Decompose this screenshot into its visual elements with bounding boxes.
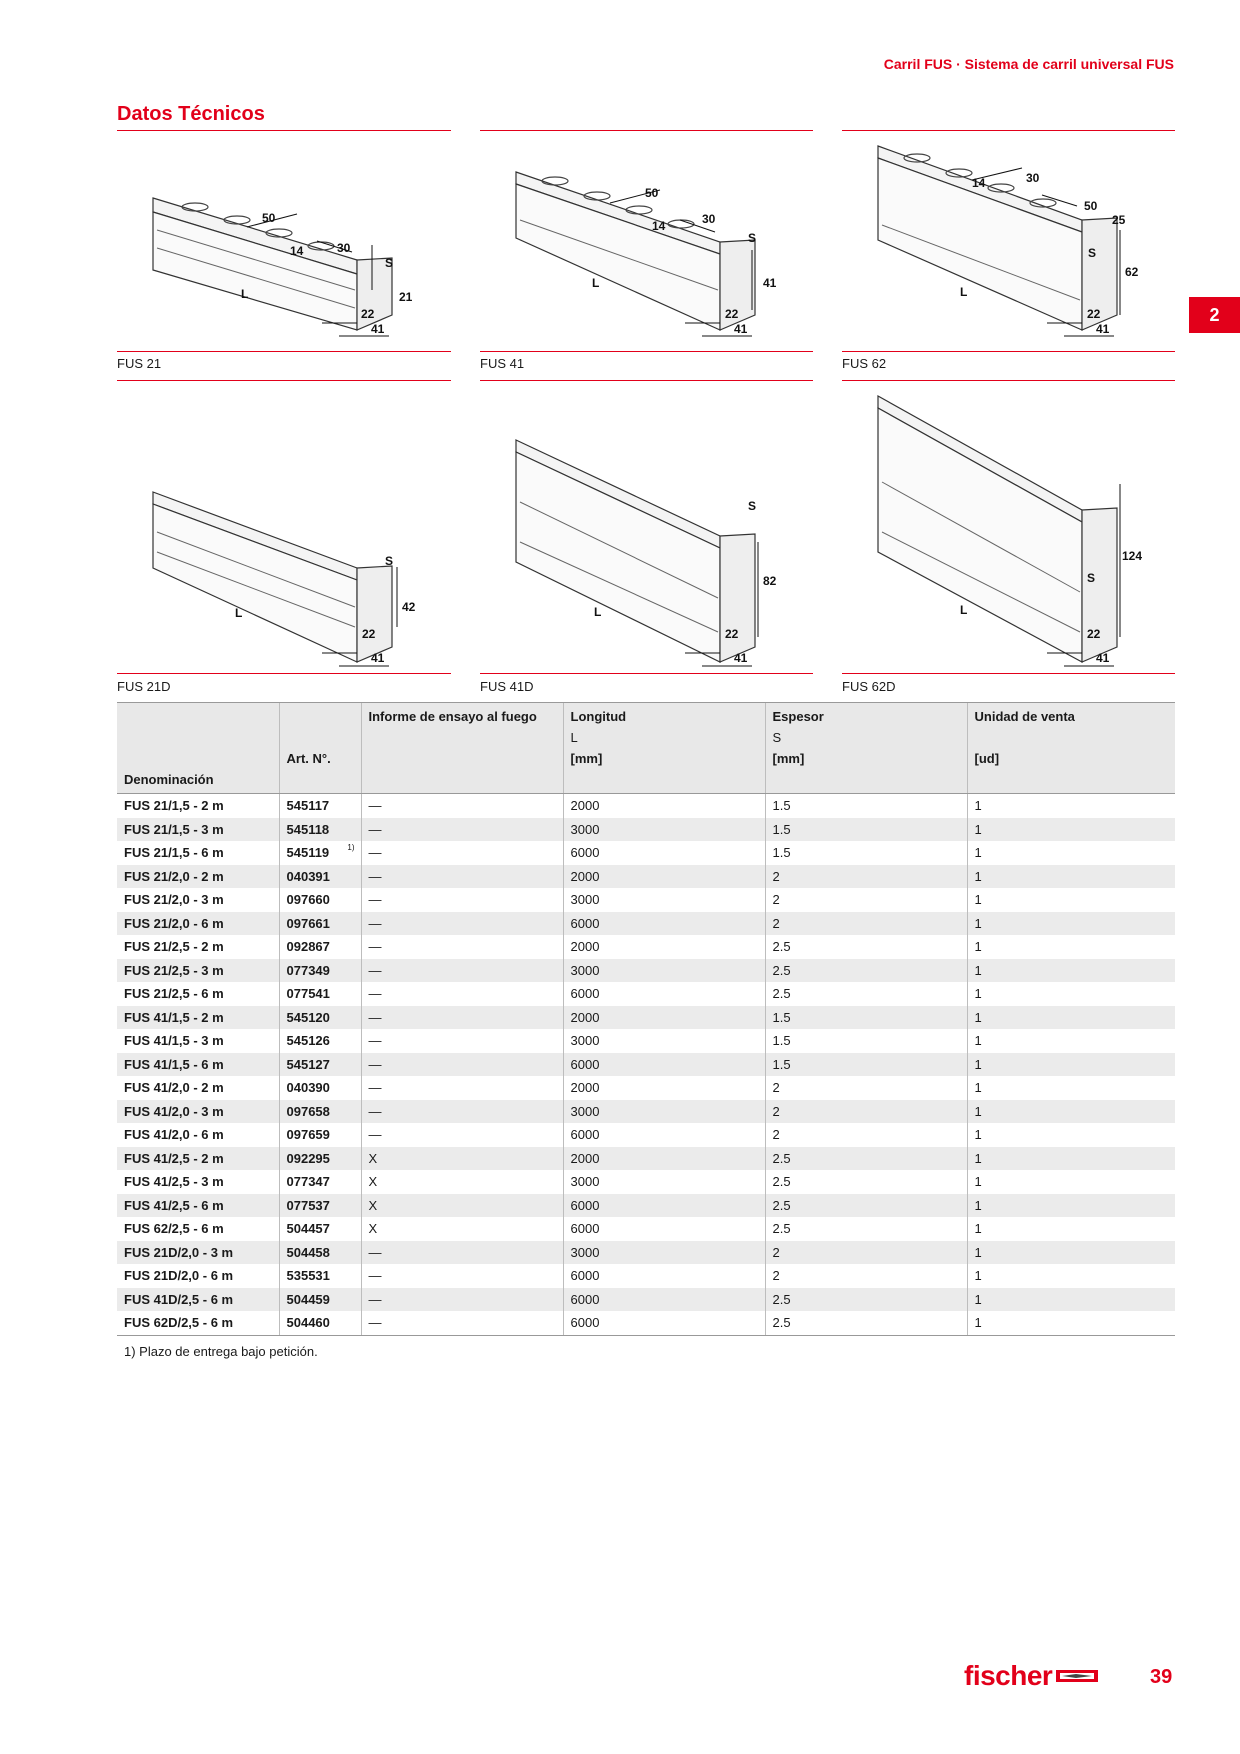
header-cell-empty-2	[279, 703, 361, 725]
caption-fus41: FUS 41	[480, 356, 525, 371]
table-row	[117, 1123, 1175, 1147]
art-number-cell: 092867	[279, 935, 361, 959]
length-cell: 2000	[563, 865, 765, 889]
sales-unit-cell: 1	[967, 1123, 1175, 1147]
length-cell: 6000	[563, 982, 765, 1006]
sales-unit-cell: 1	[967, 1264, 1175, 1288]
thickness-cell: 2.5	[765, 1288, 967, 1312]
table-row	[117, 794, 1175, 818]
art-number-cell: 097659	[279, 1123, 361, 1147]
sales-unit-cell: 1	[967, 1076, 1175, 1100]
header-title: Carril FUS · Sistema de carril universal FUS	[883, 56, 1174, 72]
caption-fus41d: FUS 41D	[480, 679, 534, 694]
dim-thickness: S	[748, 231, 757, 245]
sales-unit-cell: 1	[967, 959, 1175, 983]
dim-slot-length: 30	[702, 212, 716, 226]
table-row	[117, 1100, 1175, 1124]
dim-width: 41	[371, 651, 385, 665]
dim-opening: 22	[362, 627, 376, 641]
dim-width: 41	[1096, 651, 1110, 665]
art-number-cell: 504460	[279, 1311, 361, 1335]
table-row	[117, 959, 1175, 983]
figure-fus21	[117, 140, 451, 345]
designation-cell: FUS 41/1,5 - 3 m	[124, 1033, 224, 1049]
dim-height: 124	[1122, 549, 1143, 563]
figure-rule-3	[842, 351, 1175, 352]
thickness-cell: 2	[765, 1264, 967, 1288]
length-cell: 6000	[563, 1217, 765, 1241]
sales-unit-cell: 1	[967, 1311, 1175, 1335]
dim-width: 41	[734, 651, 748, 665]
figure-rule-1	[117, 351, 451, 352]
fire-test-cell: —	[361, 1006, 563, 1030]
fire-test-cell: —	[361, 1241, 563, 1265]
sales-unit-cell: 1	[967, 794, 1175, 818]
figure-fus41d	[480, 392, 814, 672]
length-cell: 6000	[563, 841, 765, 865]
caption-rule-3	[842, 380, 1175, 381]
sales-unit-cell: 1	[967, 1194, 1175, 1218]
designation-cell: FUS 21/2,0 - 6 m	[124, 915, 224, 931]
fire-test-cell: X	[361, 1170, 563, 1194]
art-number-cell: 097660	[279, 888, 361, 912]
designation-cell: FUS 62/2,5 - 6 m	[124, 1221, 224, 1237]
fire-test-cell: —	[361, 935, 563, 959]
thickness-cell: 2	[765, 1241, 967, 1265]
table-row	[117, 1053, 1175, 1077]
art-number-cell: 545118	[279, 818, 361, 842]
dim-length: L	[235, 606, 243, 620]
designation-cell: FUS 21/1,5 - 2 m	[124, 798, 224, 814]
table-body	[117, 794, 1175, 1336]
table-footnote: 1) Plazo de entrega bajo petición.	[124, 1344, 318, 1359]
designation-cell: FUS 21/2,5 - 3 m	[124, 962, 224, 978]
thickness-cell: 2.5	[765, 959, 967, 983]
fire-test-cell: —	[361, 1123, 563, 1147]
thickness-cell: 2.5	[765, 1170, 967, 1194]
logo-wordmark: fischer	[964, 1660, 1053, 1691]
sales-unit-cell: 1	[967, 912, 1175, 936]
thickness-cell: 2.5	[765, 982, 967, 1006]
thickness-cell: 2	[765, 1123, 967, 1147]
table-row	[117, 1217, 1175, 1241]
fire-test-cell: X	[361, 1217, 563, 1241]
thickness-cell: 1.5	[765, 794, 967, 818]
sales-unit-cell: 1	[967, 1241, 1175, 1265]
dim-opening: 22	[725, 627, 739, 641]
sales-unit-cell: 1	[967, 818, 1175, 842]
header-length-symbol: L	[563, 724, 765, 745]
fire-test-cell: —	[361, 888, 563, 912]
thickness-cell: 2.5	[765, 1194, 967, 1218]
length-cell: 3000	[563, 1029, 765, 1053]
caption-fus62: FUS 62	[842, 356, 887, 371]
figure-fus41	[480, 140, 814, 345]
table-row	[117, 1288, 1175, 1312]
dim-thickness: S	[385, 256, 394, 270]
dim-slot-width: 14	[290, 244, 304, 258]
fire-test-cell: —	[361, 982, 563, 1006]
dim-height: 41	[763, 276, 777, 290]
art-number-cell: 040390	[279, 1076, 361, 1100]
table-header-row-3	[117, 745, 1175, 766]
sales-unit-cell: 1	[967, 865, 1175, 889]
table-row	[117, 982, 1175, 1006]
art-number-cell: 504459	[279, 1288, 361, 1312]
length-cell: 6000	[563, 1123, 765, 1147]
dim-slot-length: 30	[337, 241, 351, 255]
figure-fus21d	[117, 392, 451, 672]
dim-slot-width: 14	[652, 219, 666, 233]
art-number-cell: 077347	[279, 1170, 361, 1194]
art-number-cell: 097661	[279, 912, 361, 936]
table-header-row-1	[117, 703, 1175, 725]
fire-test-cell: —	[361, 1264, 563, 1288]
length-cell: 3000	[563, 888, 765, 912]
footnote-marker: 1)	[347, 843, 355, 852]
designation-cell: FUS 21D/2,0 - 3 m	[124, 1244, 234, 1260]
chapter-tab[interactable]: 2	[1189, 297, 1240, 333]
table-row	[117, 1241, 1175, 1265]
thickness-cell: 2.5	[765, 1147, 967, 1171]
table-row	[117, 1170, 1175, 1194]
header-sales-unit-unit: [ud]	[967, 745, 1175, 766]
top-rule-2	[480, 130, 813, 131]
sales-unit-cell: 1	[967, 1006, 1175, 1030]
dim-height: 42	[402, 600, 416, 614]
caption-rule-1	[117, 380, 451, 381]
dim-slot-pitch: 50	[262, 211, 276, 225]
art-number-cell: 097658	[279, 1100, 361, 1124]
header-sales-unit: Unidad de venta	[967, 703, 1175, 725]
fire-test-cell: —	[361, 865, 563, 889]
figure-rule-6	[842, 673, 1175, 674]
dim-width: 41	[734, 322, 748, 336]
header-thickness-unit: [mm]	[765, 745, 967, 766]
table-header-row-2	[117, 724, 1175, 745]
sales-unit-cell: 1	[967, 1170, 1175, 1194]
dim-opening: 22	[1087, 307, 1101, 321]
table-row	[117, 865, 1175, 889]
figure-rule-2	[480, 351, 813, 352]
art-number-cell: 545126	[279, 1029, 361, 1053]
art-number-cell: 545117	[279, 794, 361, 818]
sales-unit-cell: 1	[967, 935, 1175, 959]
dim-length: L	[594, 605, 602, 619]
dim-slot-pitch: 50	[645, 186, 659, 200]
thickness-cell: 1.5	[765, 1053, 967, 1077]
caption-fus21: FUS 21	[117, 356, 162, 371]
fire-test-cell: —	[361, 912, 563, 936]
dim-width: 41	[371, 322, 385, 336]
dim-length: L	[960, 285, 968, 299]
fire-test-cell: X	[361, 1147, 563, 1171]
caption-fus21d: FUS 21D	[117, 679, 171, 694]
designation-cell: FUS 41/2,0 - 3 m	[124, 1103, 224, 1119]
section-title: Datos Técnicos	[117, 103, 265, 125]
designation-cell: FUS 41/2,5 - 2 m	[124, 1150, 224, 1166]
table-row	[117, 888, 1175, 912]
designation-cell: FUS 21/1,5 - 6 m	[124, 845, 224, 861]
length-cell: 2000	[563, 1076, 765, 1100]
sales-unit-cell: 1	[967, 1288, 1175, 1312]
fire-test-cell: —	[361, 841, 563, 865]
table-row	[117, 1076, 1175, 1100]
designation-cell: FUS 41/2,5 - 6 m	[124, 1197, 224, 1213]
sales-unit-cell: 1	[967, 888, 1175, 912]
dim-extra: 25	[1112, 213, 1126, 227]
dim-thickness: S	[1087, 571, 1096, 585]
header-thickness-symbol: S	[765, 724, 967, 745]
header-art-number: Art. N°.	[279, 745, 361, 766]
thickness-cell: 1.5	[765, 1006, 967, 1030]
header-designation: Denominación	[117, 766, 279, 794]
thickness-cell: 2.5	[765, 935, 967, 959]
table-row	[117, 1194, 1175, 1218]
dim-slot-width: 14	[972, 176, 986, 190]
thickness-cell: 1.5	[765, 1029, 967, 1053]
length-cell: 3000	[563, 1170, 765, 1194]
sales-unit-cell: 1	[967, 841, 1175, 865]
table-row	[117, 841, 1175, 865]
dim-length: L	[592, 276, 600, 290]
dim-height: 82	[763, 574, 777, 588]
table-row	[117, 912, 1175, 936]
header-length-unit: [mm]	[563, 745, 765, 766]
designation-cell: FUS 41/2,0 - 6 m	[124, 1127, 224, 1143]
table-row	[117, 1029, 1175, 1053]
page-number: 39	[1150, 1666, 1173, 1688]
art-number-cell: 077349	[279, 959, 361, 983]
thickness-cell: 2.5	[765, 1217, 967, 1241]
caption-rule-2	[480, 380, 813, 381]
table-header-row-4	[117, 766, 1175, 794]
length-cell: 6000	[563, 1288, 765, 1312]
art-number-cell: 504457	[279, 1217, 361, 1241]
art-number-cell: 092295	[279, 1147, 361, 1171]
sales-unit-cell: 1	[967, 1100, 1175, 1124]
dim-slot-length: 30	[1026, 171, 1040, 185]
fire-test-cell: —	[361, 1311, 563, 1335]
length-cell: 2000	[563, 794, 765, 818]
length-cell: 2000	[563, 1006, 765, 1030]
thickness-cell: 2	[765, 865, 967, 889]
section-title-rule	[117, 130, 451, 131]
designation-cell: FUS 21/2,0 - 3 m	[124, 892, 224, 908]
art-number-cell: 535531	[279, 1264, 361, 1288]
designation-cell: FUS 21/2,5 - 2 m	[124, 939, 224, 955]
art-number-cell: 040391	[279, 865, 361, 889]
designation-cell: FUS 62D/2,5 - 6 m	[117, 1311, 279, 1335]
designation-cell: FUS 21/2,5 - 6 m	[124, 986, 224, 1002]
designation-cell: FUS 41/1,5 - 2 m	[124, 1009, 224, 1025]
length-cell: 6000	[563, 1194, 765, 1218]
header-thickness: Espesor	[765, 703, 967, 725]
table-row	[117, 1006, 1175, 1030]
length-cell: 6000	[563, 1311, 765, 1335]
top-rule-3	[842, 130, 1175, 131]
table-row	[117, 935, 1175, 959]
table-row	[117, 818, 1175, 842]
designation-cell: FUS 21/1,5 - 3 m	[124, 821, 224, 837]
dim-length: L	[960, 603, 968, 617]
header-fire-test: Informe de ensayo al fuego	[361, 703, 563, 725]
thickness-cell: 2	[765, 912, 967, 936]
figure-fus62	[842, 140, 1176, 345]
thickness-cell: 2.5	[765, 1311, 967, 1335]
designation-cell: FUS 21/2,0 - 2 m	[124, 868, 224, 884]
technical-data-table	[117, 702, 1175, 1336]
figure-rule-4	[117, 673, 451, 674]
fire-test-cell: X	[361, 1194, 563, 1218]
length-cell: 2000	[563, 1147, 765, 1171]
fire-test-cell: —	[361, 1100, 563, 1124]
sales-unit-cell: 1	[967, 1217, 1175, 1241]
designation-cell: FUS 41/2,5 - 3 m	[124, 1174, 224, 1190]
fire-test-cell: —	[361, 959, 563, 983]
table-row	[117, 1311, 1175, 1335]
sales-unit-cell: 1	[967, 1147, 1175, 1171]
table-row	[117, 1264, 1175, 1288]
fire-test-cell: —	[361, 1029, 563, 1053]
length-cell: 3000	[563, 1100, 765, 1124]
header-length: Longitud	[563, 703, 765, 725]
length-cell: 6000	[563, 1053, 765, 1077]
thickness-cell: 2	[765, 888, 967, 912]
sales-unit-cell: 1	[967, 1029, 1175, 1053]
length-cell: 3000	[563, 818, 765, 842]
length-cell: 3000	[563, 959, 765, 983]
figure-rule-5	[480, 673, 813, 674]
sales-unit-cell: 1	[967, 982, 1175, 1006]
dim-width: 41	[1096, 322, 1110, 336]
dim-thickness: S	[1088, 246, 1097, 260]
art-number-cell: 077541	[279, 982, 361, 1006]
designation-cell: FUS 41/1,5 - 6 m	[124, 1056, 224, 1072]
length-cell: 6000	[563, 1264, 765, 1288]
fire-test-cell: —	[361, 794, 563, 818]
fire-test-cell: —	[361, 1053, 563, 1077]
dim-thickness: S	[748, 499, 757, 513]
length-cell: 2000	[563, 935, 765, 959]
dim-thickness: S	[385, 554, 394, 568]
thickness-cell: 1.5	[765, 818, 967, 842]
art-number-cell: 545119 1)	[279, 841, 361, 865]
designation-cell: FUS 21D/2,0 - 6 m	[124, 1268, 234, 1284]
dim-slot-pitch: 50	[1084, 199, 1098, 213]
sales-unit-cell: 1	[967, 1053, 1175, 1077]
fire-test-cell: —	[361, 1288, 563, 1312]
thickness-cell: 2	[765, 1076, 967, 1100]
art-number-cell: 504458	[279, 1241, 361, 1265]
thickness-cell: 2	[765, 1100, 967, 1124]
art-number-cell: 545127	[279, 1053, 361, 1077]
designation-cell: FUS 41/2,0 - 2 m	[124, 1080, 224, 1096]
figure-fus62d	[842, 392, 1176, 672]
dim-opening: 22	[1087, 627, 1101, 641]
caption-fus62d: FUS 62D	[842, 679, 896, 694]
art-number-cell: 077537	[279, 1194, 361, 1218]
logo-emblem-icon	[1056, 1667, 1098, 1685]
dim-height: 21	[399, 290, 413, 304]
length-cell: 3000	[563, 1241, 765, 1265]
art-number-cell: 545120	[279, 1006, 361, 1030]
dim-height: 62	[1125, 265, 1139, 279]
fischer-logo[interactable]	[964, 1660, 1098, 1692]
length-cell: 6000	[563, 912, 765, 936]
table-row	[117, 1147, 1175, 1171]
dim-opening: 22	[725, 307, 739, 321]
thickness-cell: 1.5	[765, 841, 967, 865]
dim-opening: 22	[361, 307, 375, 321]
fire-test-cell: —	[361, 1076, 563, 1100]
dim-length: L	[241, 287, 249, 301]
header-cell-empty-1	[117, 703, 279, 725]
designation-cell: FUS 41D/2,5 - 6 m	[124, 1291, 234, 1307]
fire-test-cell: —	[361, 818, 563, 842]
